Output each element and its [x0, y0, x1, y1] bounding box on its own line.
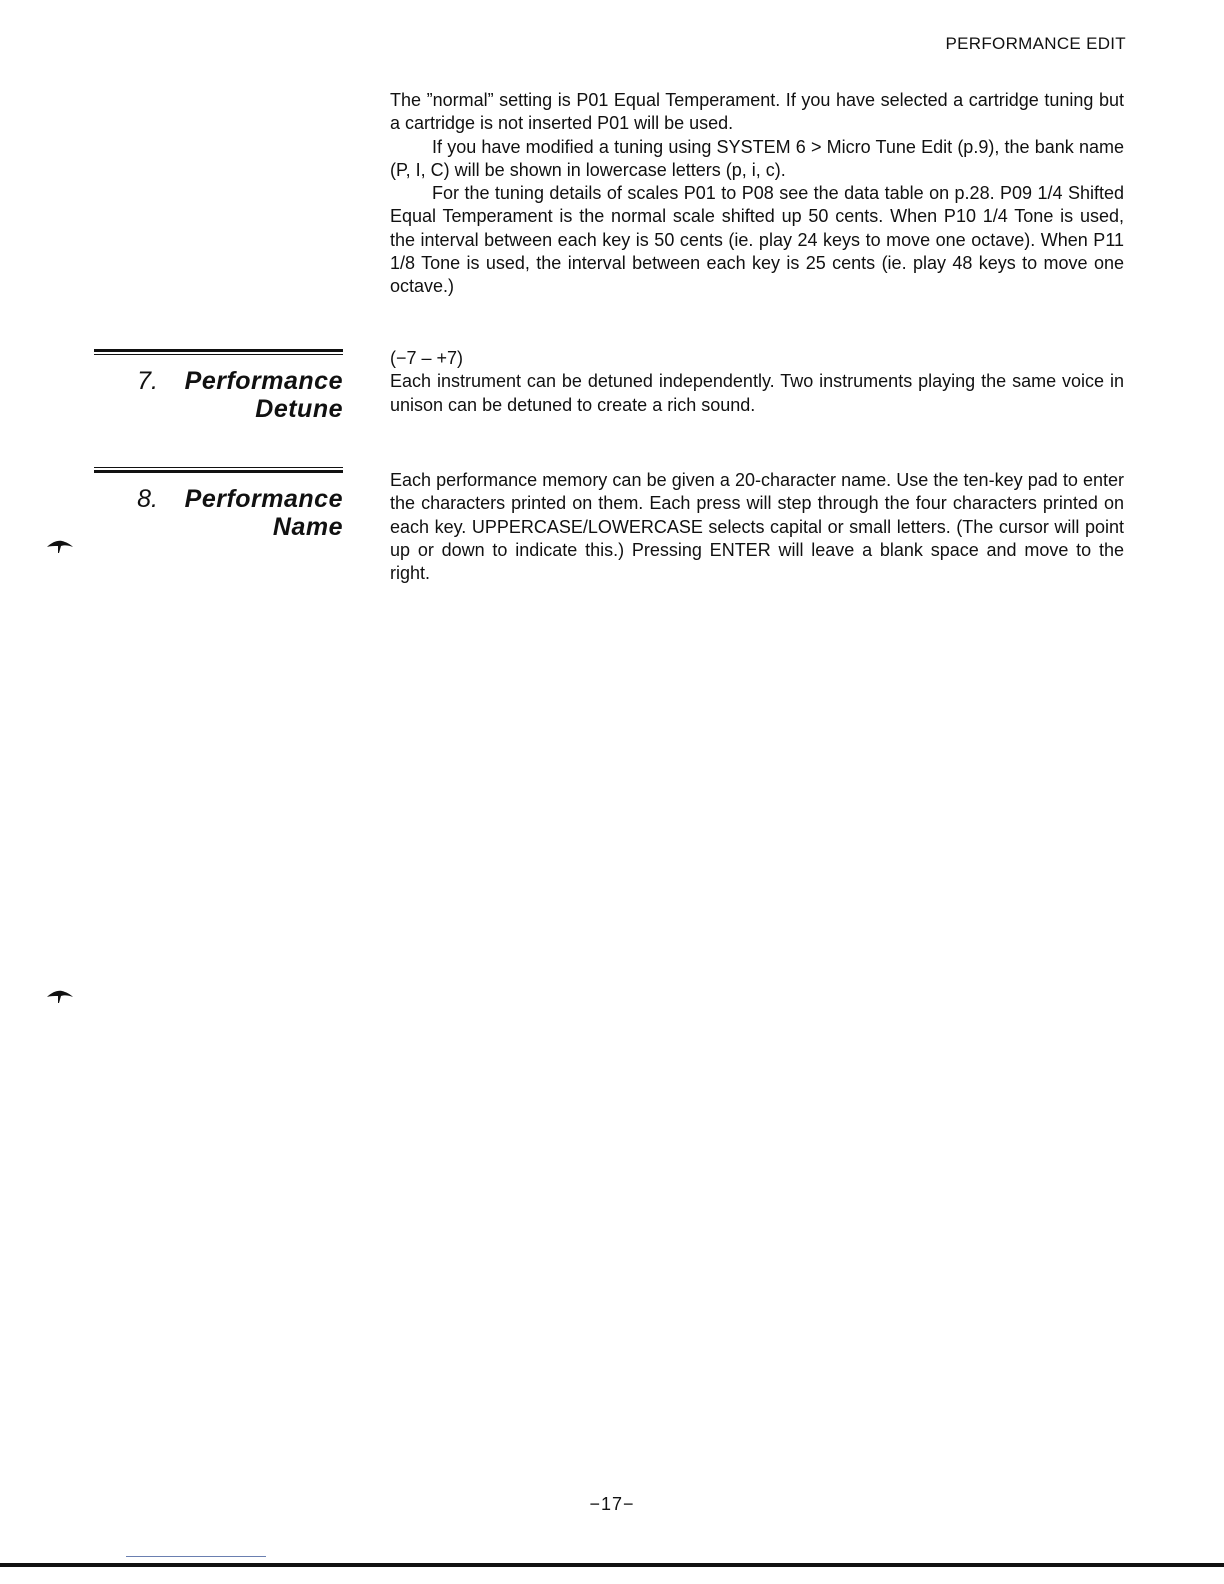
section-8-title-words — [166, 485, 343, 541]
section-7-title-line-2: Detune — [255, 395, 343, 423]
binder-punch-mark-icon — [46, 988, 74, 1004]
scan-edge-mark — [126, 1556, 266, 1557]
section-7-body — [390, 347, 1124, 417]
section-8-description: Each performance memory can be given a 20-character name. Use the ten-key pad to enter the characters printed on them. Each press will step through the four characters printed on each key. UPPERCASE/LOWERCASE selects capital or small letters. (The cursor will point up or down to indicate this.) Pressing ENTER will leave a blank space and move to the right. — [390, 470, 1124, 584]
section-7-heading — [94, 349, 343, 423]
intro-text-block — [390, 89, 1124, 299]
section-7-range: (−7 – +7) — [390, 348, 464, 368]
section-8-title-line-2: Name — [272, 513, 343, 541]
intro-paragraph-3: For the tuning details of scales P01 to P08 see the data table on p.28. P09 1/4 Shifted Equal Temperament is the normal scale shifted up 50 cents. When P10 1/4 Tone is used, the interval between each key is 50 cents (ie. play 24 keys to move one octave). When P11 1/8 Tone is used, the interval between each key is 25 cents (ie. play 48 keys to move one octave.) — [390, 183, 1124, 297]
section-7-rule-thin — [94, 354, 343, 355]
section-7-rule-thick — [94, 349, 343, 352]
binder-punch-mark-icon — [46, 538, 74, 554]
page-number: −17− — [589, 1494, 635, 1514]
section-7-title-words — [166, 367, 343, 423]
intro-paragraph-1: The ”normal” setting is P01 Equal Temperament. If you have selected a cartridge tuning but a cartridge is not inserted P01 will be used. — [390, 90, 1124, 134]
section-8-body — [390, 469, 1124, 585]
page-bottom-edge — [0, 1563, 1224, 1567]
section-8-rule-thin — [94, 467, 343, 468]
running-header: PERFORMANCE EDIT — [945, 34, 1126, 53]
section-8-rule-thick — [94, 470, 343, 473]
section-7-title — [94, 367, 343, 423]
section-7-number: 7. — [137, 367, 158, 395]
intro-paragraph-2: If you have modified a tuning using SYSTEM 6 > Micro Tune Edit (p.9), the bank name (P, I, C) will be shown in lowercase letters (p, i, c). — [390, 136, 1124, 180]
section-8-title-line-1: Performance — [184, 485, 343, 513]
section-7-title-line-1: Performance — [184, 367, 343, 395]
section-8-number: 8. — [137, 485, 158, 513]
section-8-heading — [94, 467, 343, 541]
section-7-description: Each instrument can be detuned independently. Two instruments playing the same voice in unison can be detuned to create a rich sound. — [390, 371, 1124, 415]
section-8-title — [94, 485, 343, 541]
